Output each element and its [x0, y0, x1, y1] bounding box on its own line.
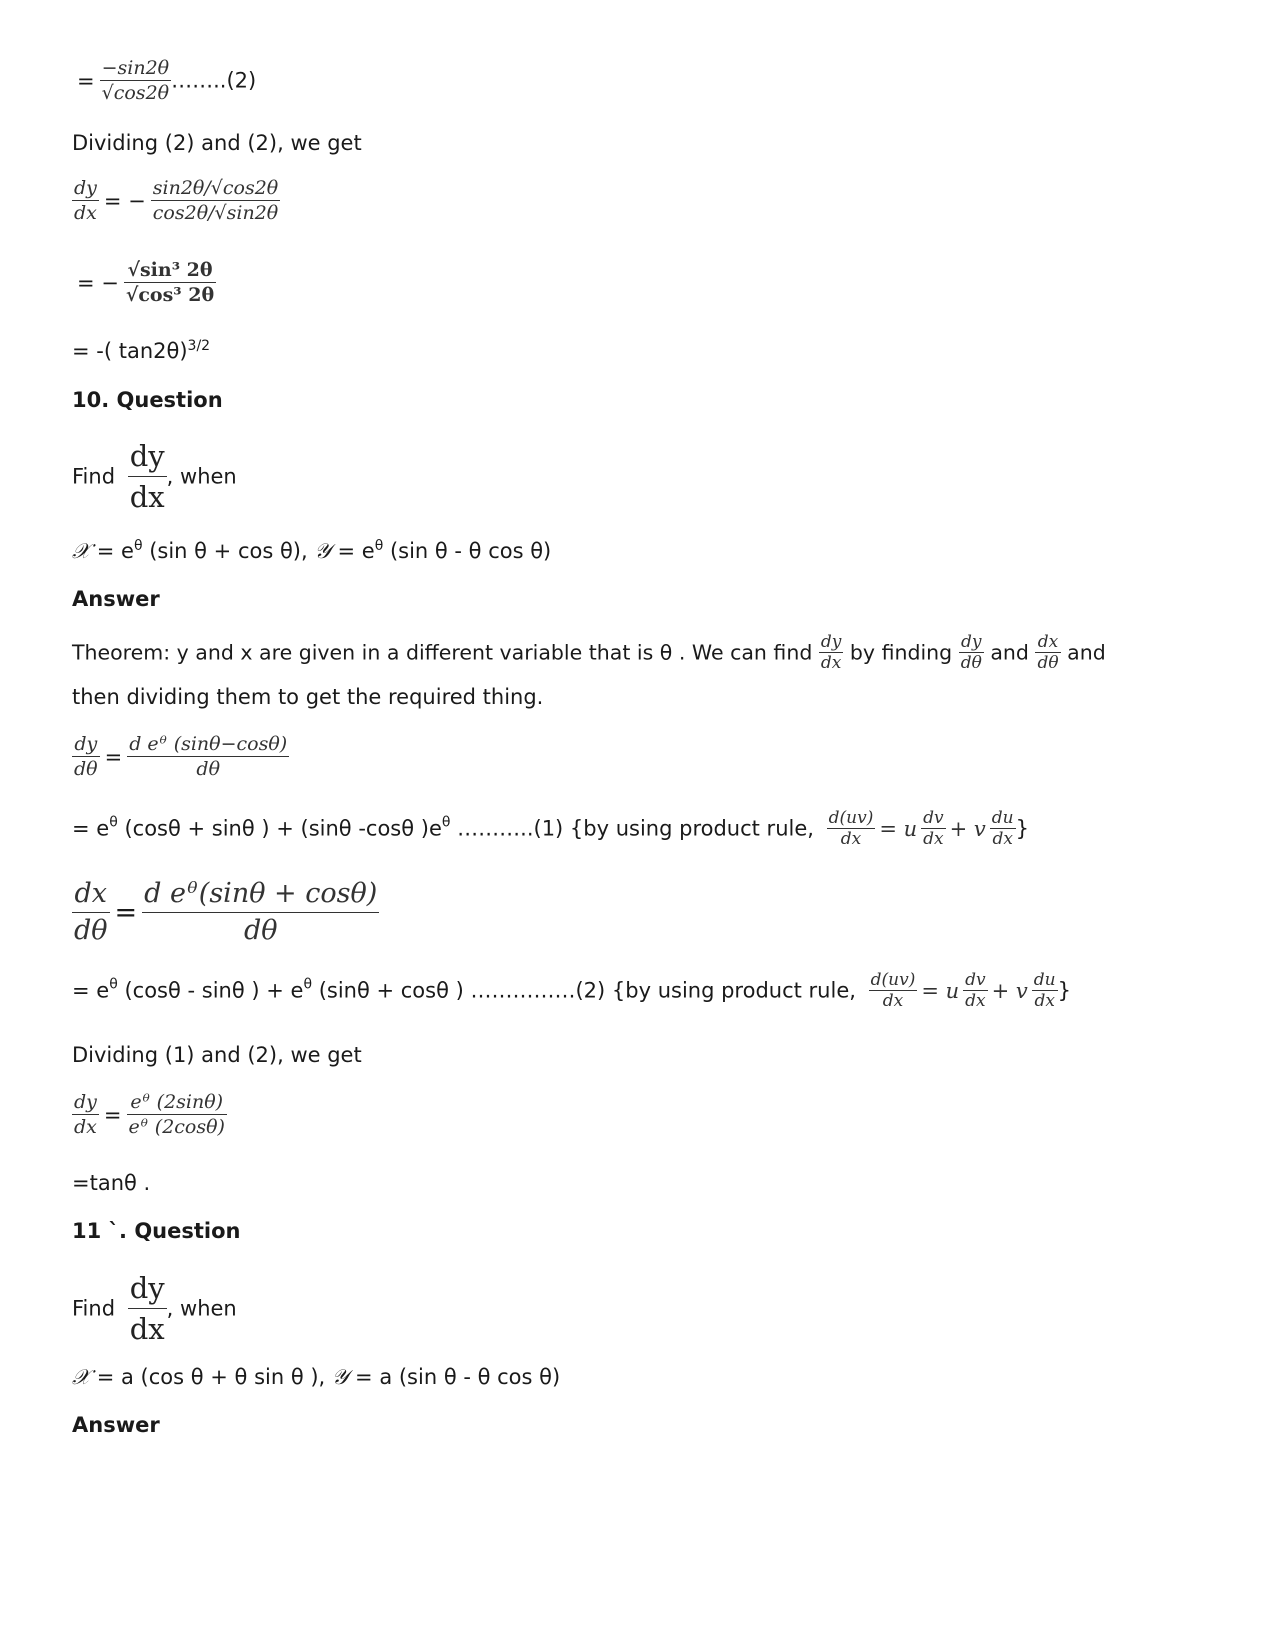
- q10-result: =tanθ .: [72, 1171, 151, 1195]
- q10-theorem-line2: then dividing them to get the required thing.: [72, 685, 544, 709]
- lhs-fraction: $\frac{dy}{dx}$: [74, 1091, 97, 1138]
- dy-dx-fraction: $\frac{dy}{dx}$: [128, 436, 167, 517]
- duv-dx-fraction: $\frac{d(uv)}{dx}$: [828, 808, 874, 849]
- equation-number: ……..(2): [171, 68, 257, 93]
- lhs-fraction: $\frac{dy}{dx}$: [74, 177, 97, 224]
- equation-c: = -( tan2θ)$^{3/2}$: [72, 338, 211, 363]
- question-11-heading: 11 `. Question: [72, 1219, 241, 1243]
- question-10-heading: 10. Question: [72, 388, 223, 412]
- dv-dx-fraction: $\frac{dv}{dx}$: [923, 808, 944, 849]
- q10-theorem-line1: Theorem: y and x are given in a different variable that is θ . We can find $\frac{dy}{dx}$ by finding $\frac{dy}{d\theta}$ and $\frac{dx}{d\theta}$ and: [72, 632, 1106, 673]
- dv-dx-fraction: $\frac{dv}{dx}$: [965, 970, 986, 1011]
- dy-dx-fraction: $\frac{dy}{dx}$: [128, 1268, 167, 1349]
- q10-eq4: = $e^\theta$ (cosθ - sinθ ) + $e^\theta$ (sinθ + cosθ ) ……………(2) {by using product rule, $\frac{d(uv)}{dx}$ = u $\frac{dv}{dx}$ + v $\frac{du}{dx}$ }: [72, 970, 1071, 1011]
- rhs-fraction: $\frac{\text{eᶿ (2sinθ)}}{\text{eᶿ (2cosθ)}}$: [128, 1091, 225, 1138]
- q10-eq3: $\frac{dx}{d\theta}$ = $\frac{\text{d eᶿ(sinθ + cosθ)}}{d\theta}$: [72, 876, 379, 949]
- dy-dx-inline: $\frac{dy}{dx}$: [820, 632, 842, 673]
- lhs-fraction: $\frac{dx}{d\theta}$: [74, 878, 108, 946]
- q11-answer-label: Answer: [72, 1413, 160, 1437]
- duv-dx-fraction: $\frac{d(uv)}{dx}$: [870, 970, 916, 1011]
- top-equation: [72, 56, 256, 105]
- rhs-fraction: $\frac{\text{d eᶿ(sinθ + cosθ)}}{d\theta}$: [144, 878, 378, 946]
- q10-given: 𝒳 = $e^\theta$ (sin θ + cos θ), 𝒴 = $e^\theta$ (sin θ - θ cos θ): [72, 538, 552, 563]
- fraction: $\frac{-\sin 2\theta}{√\cos 2\theta}$: [101, 57, 170, 104]
- rhs-fraction: $\frac{\sin 2\theta/√\cos 2\theta}{\cos 2\theta/√\sin 2\theta}$: [152, 177, 279, 224]
- q10-eq5: $\frac{dy}{dx}$ = $\frac{\text{eᶿ (2sinθ)}}{\text{eᶿ (2cosθ)}}$: [74, 1091, 225, 1138]
- q10-eq2: = $e^\theta$ (cosθ + sinθ ) + (sinθ -cosθ )$e^\theta$ ………..(1) {by using product rule, $\frac{d(uv)}{dx}$ = u $\frac{dv}{dx}$ + v $\frac{du}{dx}$ }: [72, 808, 1029, 849]
- equation-a: $\frac{dy}{dx}$ = − $\frac{\sin 2\theta/√\cos 2\theta}{\cos 2\theta/√\sin 2\theta}$: [74, 177, 279, 224]
- q11-find: Find $\frac{dy}{dx}$ , when: [72, 1268, 237, 1349]
- q11-given: 𝒳 = a (cos θ + θ sin θ ), 𝒴 = a (sin θ - θ cos θ): [72, 1365, 561, 1389]
- rhs-fraction: $\frac{\text{d eᶿ (sinθ−cosθ)}}{d\theta}$: [129, 733, 288, 780]
- dividing-text-2: Dividing (1) and (2), we get: [72, 1043, 362, 1067]
- rhs-fraction: $\frac{\text{√sin³ 2θ}}{\text{√cos³ 2θ}}$: [125, 259, 215, 306]
- du-dx-fraction: $\frac{du}{dx}$: [1033, 970, 1056, 1011]
- q10-answer-label: Answer: [72, 587, 160, 611]
- dy-dtheta-inline: $\frac{dy}{d\theta}$: [960, 632, 982, 673]
- du-dx-fraction: $\frac{du}{dx}$: [991, 808, 1014, 849]
- dividing-text-1: Dividing (2) and (2), we get: [72, 131, 362, 155]
- lhs-fraction: $\frac{dy}{d\theta}$: [74, 733, 98, 780]
- dx-dtheta-inline: $\frac{dx}{d\theta}$: [1037, 632, 1059, 673]
- equals-sign: =: [77, 68, 95, 93]
- q10-eq1: $\frac{dy}{d\theta}$ = $\frac{\text{d eᶿ (sinθ−cosθ)}}{d\theta}$: [74, 733, 288, 780]
- equation-b: = − $\frac{\text{√sin³ 2θ}}{\text{√cos³ 2θ}}$: [77, 259, 215, 306]
- q10-find: Find $\frac{dy}{dx}$ , when: [72, 436, 237, 517]
